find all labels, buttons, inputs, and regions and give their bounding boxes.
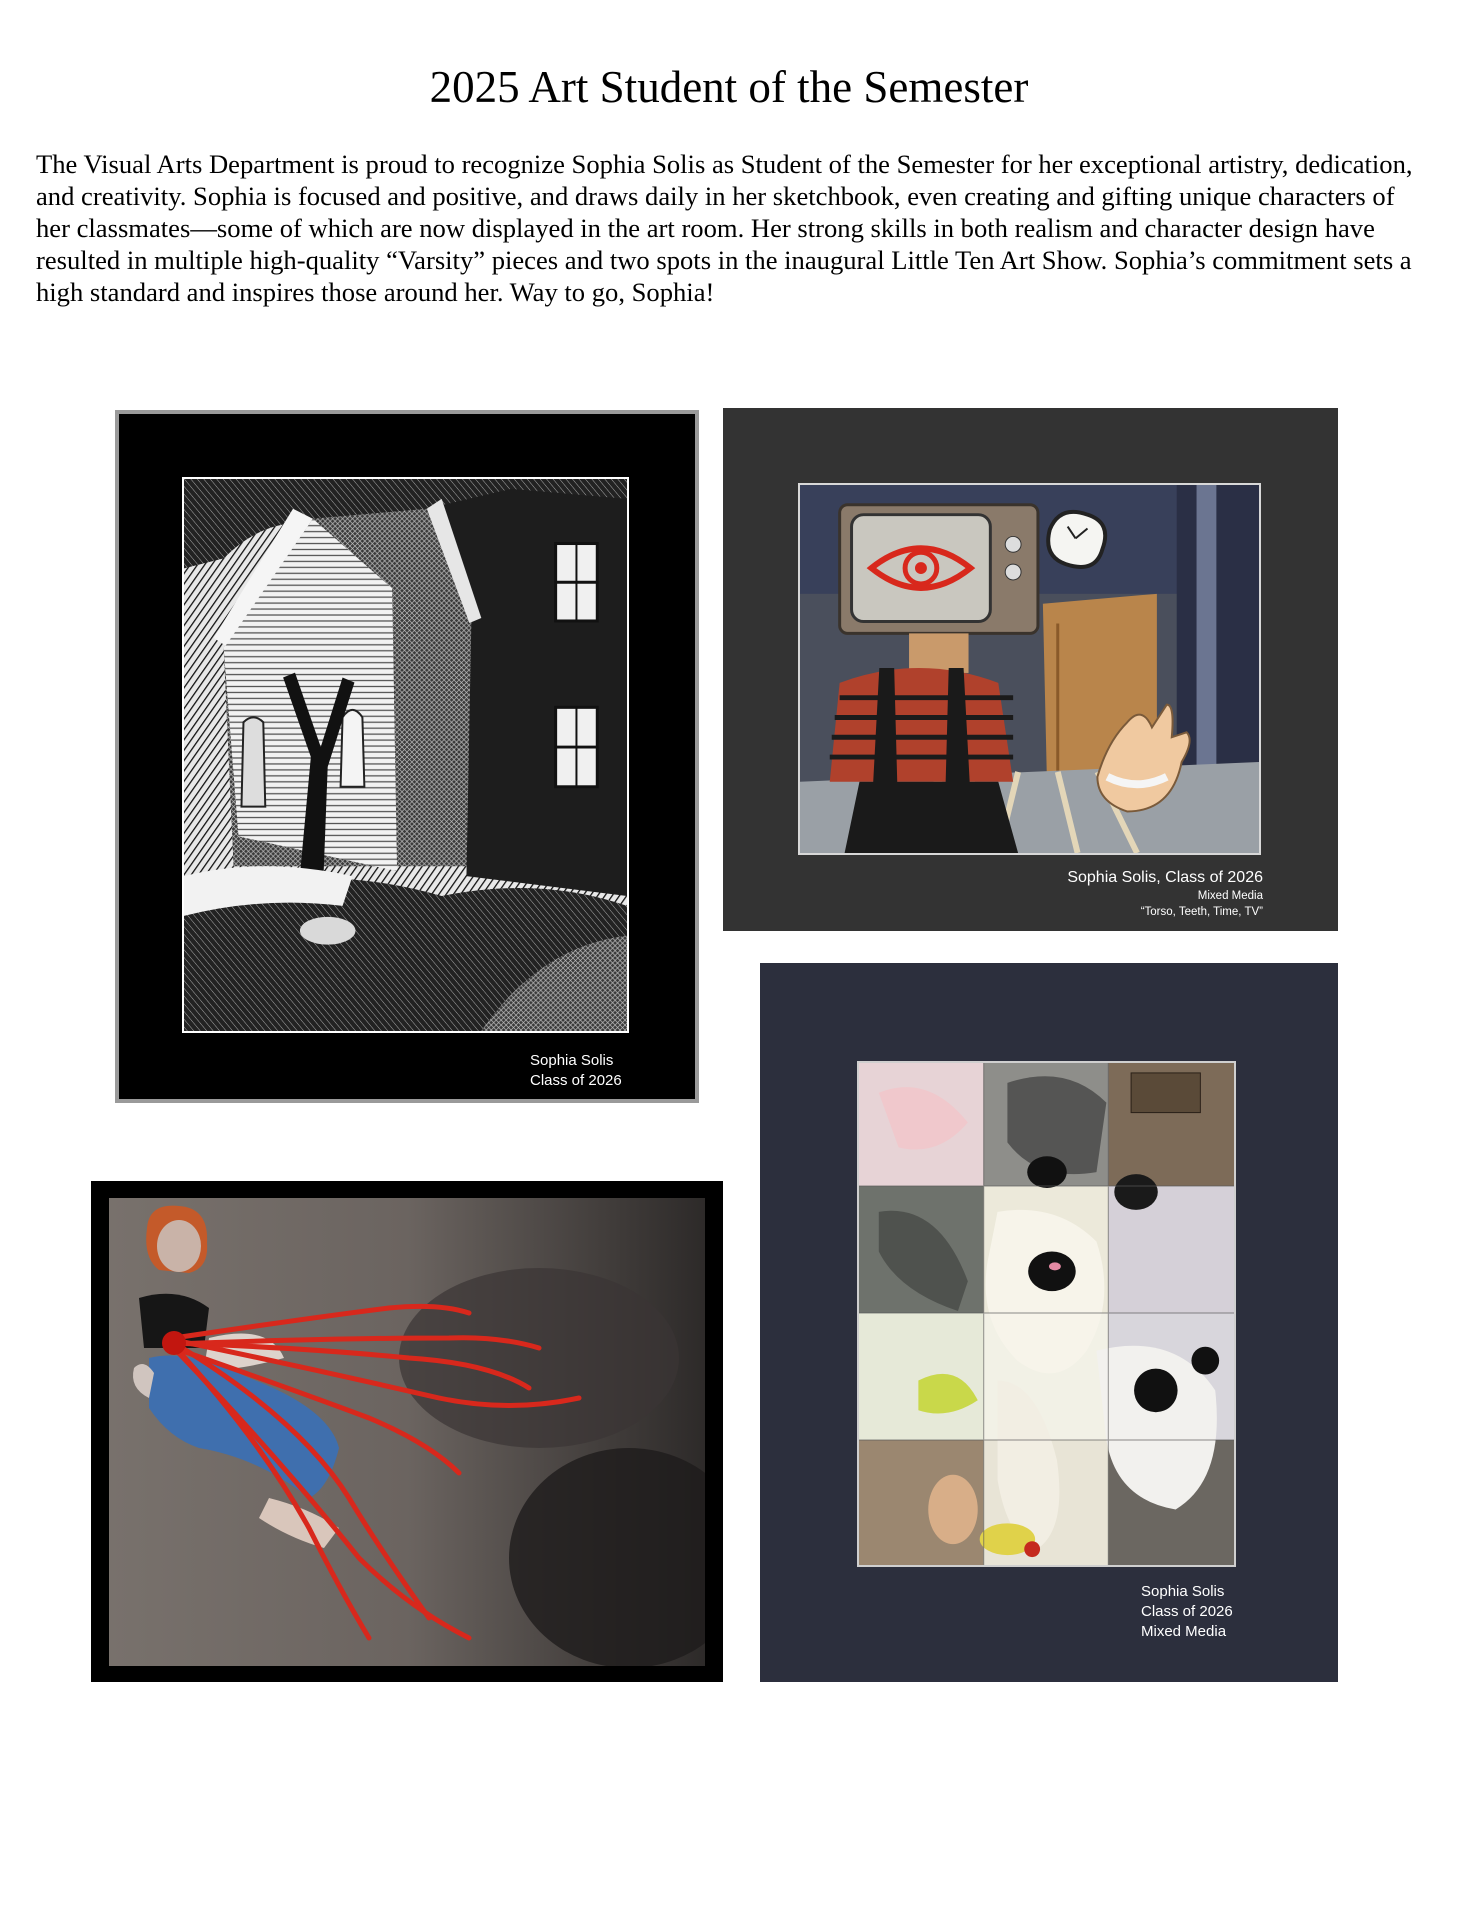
artwork-4-class: Class of 2026 [1141,1603,1233,1620]
artwork-3-figure-painting [109,1198,705,1666]
artwork-4-dog-painting [857,1061,1236,1567]
artwork-1-artist: Sophia Solis [530,1052,614,1069]
page-title: 2025 Art Student of the Semester [429,62,1029,112]
artwork-4-medium: Mixed Media [1141,1623,1227,1640]
artwork-2-title: “Torso, Teeth, Time, TV” [1140,906,1263,918]
intro-paragraph: The Visual Arts Department is proud to recognize Sophia Solis as Student of the Semester for her exceptional artistry, dedication, and creativity. Sophia is focused and positive, and draws daily in her sketchbook, even creating and gifting unique characters of her classmates—some of which are now displayed in the art room. Her strong skills in both realism and character design have resulted in multiple high-quality “Varsity” pieces and two spots in the inaugural Little Ten Art Show. Sophia’s commitment sets a high standard and inspires those around her. Way to go, Sophia! [36,149,1413,307]
artwork-2-tv-painting [798,483,1261,855]
artwork-1-caption [530,1051,622,1091]
artwork-2-caption [1067,868,1263,920]
artwork-4-caption [1141,1582,1233,1642]
artwork-1-class: Class of 2026 [530,1072,622,1089]
artwork-1-house-drawing [182,477,629,1033]
artwork-4-artist: Sophia Solis [1141,1583,1225,1600]
artwork-2-artist: Sophia Solis, Class of 2026 [1067,869,1263,886]
artwork-2-medium: Mixed Media [1197,890,1263,902]
